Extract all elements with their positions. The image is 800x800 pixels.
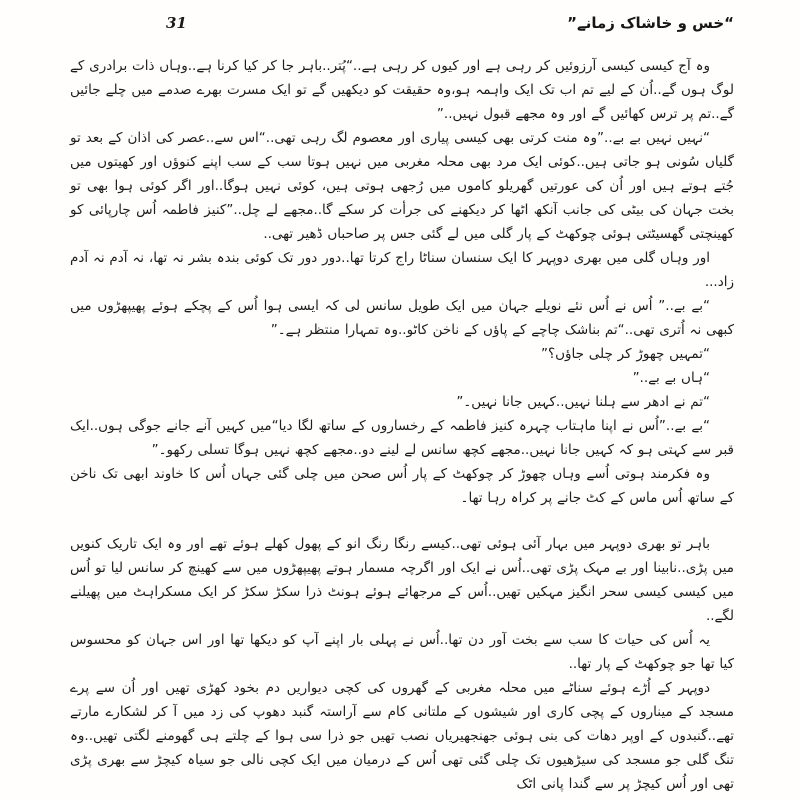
paragraph: “ہاں بے بے..” xyxy=(632,370,710,386)
paragraph: وہ فکرمند ہوتی اُسے وہاں چھوڑ کر چوکھٹ کے پار اُس صحن میں چلی گئی جہاں اُس کا خاوند ابھی تک ناخن کے ساتھ اُس ماس کے کٹ جانے پر کراہ رہا تھا۔ xyxy=(70,466,734,506)
paragraph: “نہیں نہیں بے بے..”وہ منت کرتی بھی کیسی پیاری اور معصوم لگ رہی تھی..“اس سے..عصر کی اذان کے بعد تو گلیاں سُونی ہو جاتی ہیں..کوئی ایک مرد بھی محلہ مغربی میں نہیں ہوتا سب کے سب اپنے کنوؤں اور کھیتوں میں جُتے ہوتے ہیں اور اُن کی عورتیں گھریلو کاموں میں رُجھی ہوتی ہیں، کوئی نہیں ہوگا..اور اگر کوئی ہوا بھی تو بخت جہان کی بیٹی کی جانب آنکھ اٹھا کر دیکھنے کی جرأت کر سکے گا..مجھے لے چل..”کنیز فاطمہ اُس چارپائی کو کھینچتی گھسیٹتی ہوئی چوکھٹ کے پار گلی میں لے گئی جس پر صاحباں ڈھیر تھی.. xyxy=(70,130,734,242)
page-number: 31 xyxy=(166,14,187,32)
paragraph: دوپہر کے اُڑے ہوئے سناٹے میں محلہ مغربی کے گھروں کی کچی دیواریں دم بخود کھڑی تھیں اور اُن سے پرے مسجد کے میناروں کے پچی کاری اور شیشوں کے ملتانی کام سے آراستہ گنبد دھوپ کی زد میں آ کر لشکارے مارتے تھے..گنبدوں کے اوپر دھات کی بنی ہوئی جھنجھیریاں نصب تھیں جو ذرا سی ہوا کے چلتے ہی گھومنے لگتی تھیں..وہ تنگ گلی جو مسجد کی سیڑھیوں تک چلی گئی تھی اُس کے درمیان میں ایک کچی نالی جو سیاہ کیچڑ سے بھری پڑی تھی اور اُس کیچڑ پر سے گندا پانی اٹک xyxy=(70,680,734,792)
body-text xyxy=(70,54,734,796)
paragraph: “بے بے..” اُس نے اُس نئے نویلے جہان میں ایک طویل سانس لی کہ ایسی ہوا اُس کے پچکے ہوئے پھیپھڑوں میں کبھی نہ اُتری تھی..“تم بناشک چاچے کے پاؤں کے ناخن کاٹو..وہ تمہارا منتظر ہے۔” xyxy=(70,298,734,338)
paragraph: باہر تو بھری دوپہر میں بہار آئی ہوئی تھی..کیسے رنگا رنگ انو کے پھول کھلے ہوئے تھے اور وہ ایک تاریک کنویں میں پڑی..نابینا اور بے مہک پڑی تھی..اُس نے ایک اور اگرچہ مسمار ہوتے پھیپھڑوں میں سے کھینچ کر سانس لیا تو اُس میں کیسی کیسی سحر انگیز مہکیں تھیں..اُس کے مرجھائے ہوئے ہونٹ ذرا سکڑ سکڑ کر ایک مسکراہٹ میں پھیلنے لگے.. xyxy=(70,536,734,624)
paragraph: یہ اُس کی حیات کا سب سے بخت آور دن تھا..اُس نے پہلی بار اپنے آپ کو دیکھا تھا اور اس جہان کو محسوس کیا تھا جو چوکھٹ کے پار تھا.. xyxy=(70,632,734,672)
book-title: “خس و خاشاک زمانے” xyxy=(567,14,734,32)
paragraph: “بے بے..”اُس نے اپنا ماہتاب چہرہ کنیز فاطمہ کے رخساروں کے ساتھ لگا دیا“میں کہیں آنے جانے جوگی ہوں..ایک قبر سے کہتی ہو کہ کہیں جانا نہیں..مجھے کچھ سانس لے لینے دو..مجھے کچھ نہیں ہوگا تسلی رکھو۔” xyxy=(70,418,734,458)
page-header xyxy=(70,14,734,32)
paragraph: “تم نے ادھر سے ہلنا نہیں..کہیں جانا نہیں۔” xyxy=(456,394,710,410)
paragraph: “تمہیں چھوڑ کر چلی جاؤں؟” xyxy=(540,346,710,362)
paragraph: وہ آج کیسی کیسی آرزوئیں کر رہی ہے اور کیوں کر رہی ہے..“پُتر..باہر جا کر کیا کرنا ہے..وہاں ذات برادری کے لوگ ہوں گے..اُن کے لیے تم اب تک ایک واہمہ ہو،وہ حقیقت کو دیکھیں گے تو ایک مسرت بھرے صدمے میں چلے جائیں گے..تم پر ترس کھائیں گے اور وہ مجھے قبول نہیں..” xyxy=(70,58,734,122)
paragraph: اور وہاں گلی میں بھری دوپہر کا ایک سنسان سناٹا راج کرتا تھا..دور دور تک کوئی بندہ بشر نہ تھا، نہ آدم نہ آدم زاد... xyxy=(70,250,734,290)
